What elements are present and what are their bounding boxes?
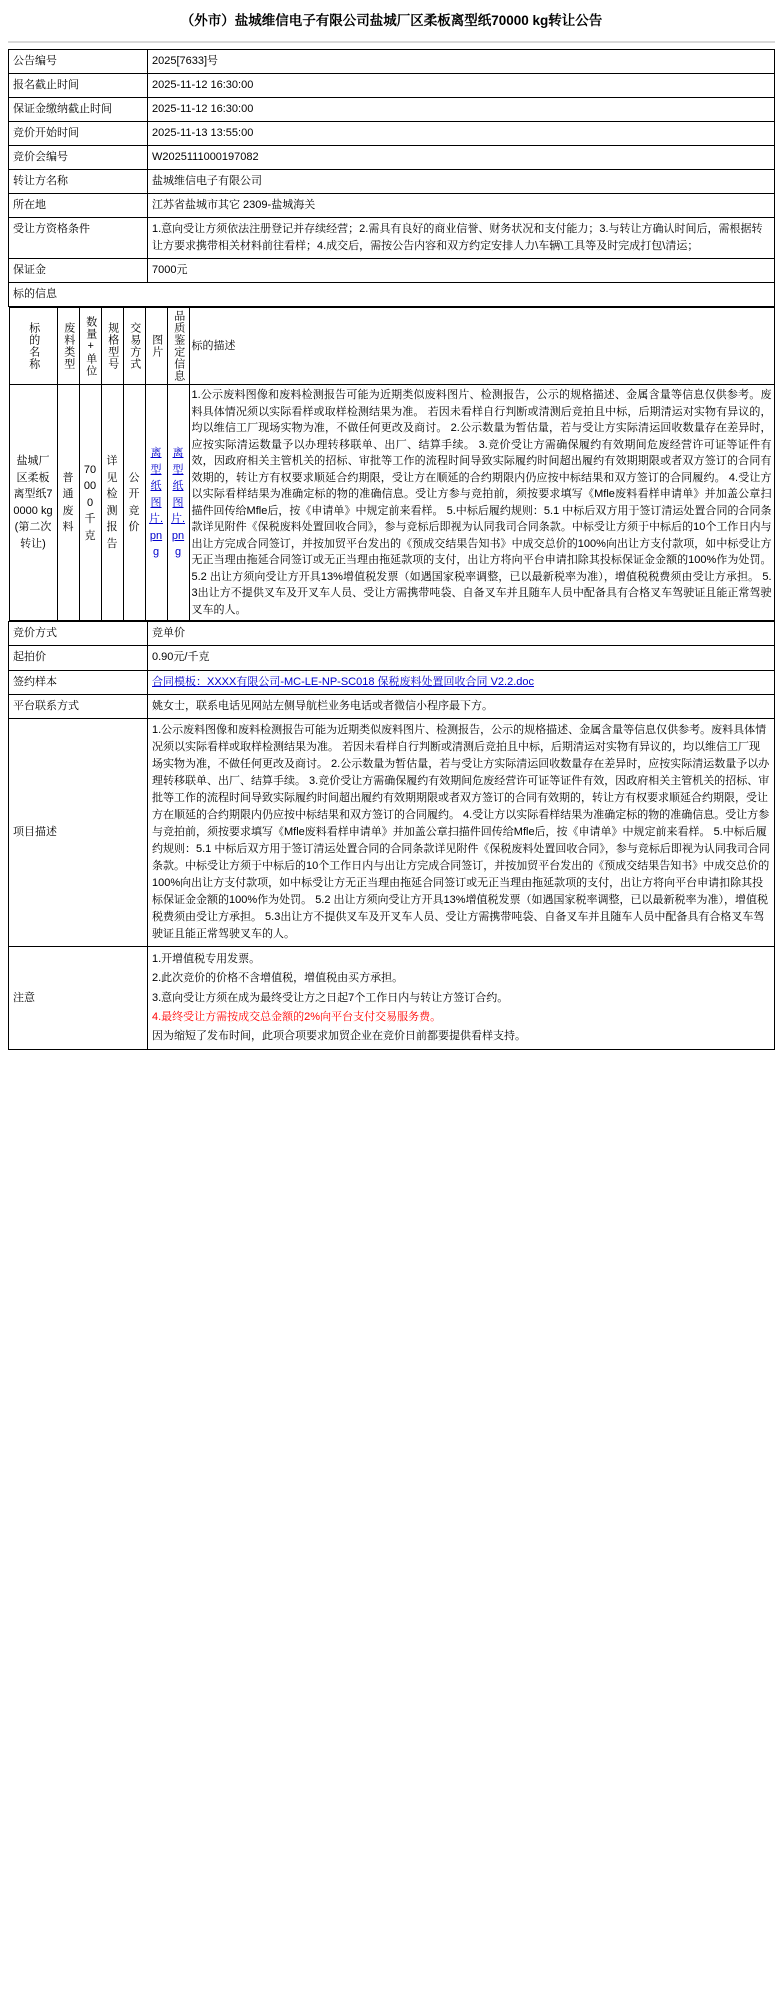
row-label: 竞价会编号 <box>9 146 148 170</box>
table-row-transferee-qualification <box>9 218 775 259</box>
table-row-deposit-deadline <box>9 97 775 121</box>
goods-cell-quantity: 70000千克 <box>79 385 101 621</box>
goods-col-header-quality <box>167 308 189 385</box>
title-divider <box>8 41 775 43</box>
notice-line-2: 2.此次竞价的价格不含增值税，增值税由买方承担。 <box>152 972 404 985</box>
goods-quality-image-link[interactable]: 离型纸图片.png <box>170 447 186 559</box>
goods-image-link[interactable]: 离型纸图片.png <box>148 447 164 559</box>
row-value-transferee-qualification: 1.意向受让方须依法注册登记并存续经营；2.需具有良好的商业信誉、财务状况和支付能力；3.与转让方确认时间后，需根据转让方要求携带相关材料前往看样；4.成交后，需按公告内容和双方约定安排人力\车辆\工具等及时完成打包\清运； <box>148 218 775 259</box>
table-row-transferor-name <box>9 170 775 194</box>
goods-section-title: 标的信息 <box>9 283 775 307</box>
table-row-bidding-start-time <box>9 122 775 146</box>
goods-cell-waste-type: 普通废料 <box>57 385 79 621</box>
row-label: 竞价开始时间 <box>9 122 148 146</box>
row-value-auction-number: W2025111000197082 <box>148 146 775 170</box>
goods-data-row <box>9 385 774 621</box>
row-label-starting-price: 起拍价 <box>9 646 148 670</box>
goods-cell-trade-mode: 公开竞价 <box>123 385 145 621</box>
contract-template-link[interactable]: 合同模板：XXXX有限公司-MC-LE-NP-SC018 保税废料处置回收合同 V2.2.doc <box>152 675 535 688</box>
row-label: 竞价方式 <box>9 622 148 646</box>
notice-line-3: 3.意向受让方须在成为最终受让方之日起7个工作日内与转让方签订合约。 <box>152 991 509 1004</box>
row-label-notice: 注意 <box>9 947 148 1050</box>
row-label: 公告编号 <box>9 49 148 73</box>
row-value-contract-sample <box>148 670 775 694</box>
goods-col-header-image <box>145 308 167 385</box>
goods-col-header-description: 标的描述 <box>189 308 774 385</box>
row-value-deposit-amount: 7000元 <box>148 259 775 283</box>
goods-cell-name: 盐城厂区柔板离型纸70000 kg(第二次转让) <box>9 385 57 621</box>
goods-col-header-waste-type <box>57 308 79 385</box>
table-row-contract-sample <box>9 670 775 694</box>
goods-col-header-trade-mode <box>123 308 145 385</box>
row-value-starting-price: 0.90元/千克 <box>148 646 775 670</box>
goods-cell-spec: 详见检测报告 <box>101 385 123 621</box>
row-value-bidding-start-time: 2025-11-13 13:55:00 <box>148 122 775 146</box>
row-label: 受让方资格条件 <box>9 218 148 259</box>
goods-col-header-quality-label: 品质鉴定信息 <box>172 310 185 383</box>
table-row-goods-table <box>9 307 775 622</box>
row-label: 转让方名称 <box>9 170 148 194</box>
announcement-table <box>8 49 775 1051</box>
goods-col-header-name-label: 标的名称 <box>27 322 40 371</box>
table-row-announcement-number <box>9 49 775 73</box>
goods-header-row <box>9 308 774 385</box>
table-row-goods-section-header <box>9 283 775 307</box>
row-value-notice <box>148 947 775 1050</box>
goods-table <box>9 307 775 621</box>
row-label: 签约样本 <box>9 670 148 694</box>
table-row-starting-price <box>9 646 775 670</box>
goods-col-header-name <box>9 308 57 385</box>
table-row-registration-deadline <box>9 73 775 97</box>
row-value-bid-mode: 竞单价 <box>148 622 775 646</box>
goods-col-header-quantity-label: 数量+单位 <box>84 315 97 377</box>
table-row-bid-mode <box>9 622 775 646</box>
table-row-notice <box>9 947 775 1050</box>
row-value-transferor-name: 盐城维信电子有限公司 <box>148 170 775 194</box>
row-value-announcement-number: 2025[7633]号 <box>148 49 775 73</box>
table-row-project-description <box>9 718 775 947</box>
goods-col-header-spec-label: 规格型号 <box>106 322 119 371</box>
table-row-auction-number <box>9 146 775 170</box>
row-label: 报名截止时间 <box>9 73 148 97</box>
goods-col-header-trade-mode-label: 交易方式 <box>128 322 141 371</box>
row-label: 平台联系方式 <box>9 694 148 718</box>
table-row-location <box>9 194 775 218</box>
notice-line-1: 1.开增值税专用发票。 <box>152 953 261 966</box>
goods-col-header-waste-type-label: 废料类型 <box>62 322 75 371</box>
goods-table-wrapper <box>9 307 775 622</box>
row-label: 所在地 <box>9 194 148 218</box>
row-value-platform-contact: 姚女士，联系电话见网站左侧导航栏业务电话或者微信小程序最下方。 <box>148 694 775 718</box>
row-value-registration-deadline: 2025-11-12 16:30:00 <box>148 73 775 97</box>
row-value-project-description: 1.公示废料图像和废料检测报告可能为近期类似废料图片、检测报告，公示的规格描述、金属含量等信息仅供参考。废料具体情况须以实际看样或取样检测结果为准。 若因未看样自行判断或清测后竞拍且中标，后期清运对实物有异议的，均以维信工厂现场实物为准，不做任何更改及商讨。 2.公示数量为暂估量，若与受让方实际清运回收数量存在差异时，应按实际清运数量予以办理转移联单、出厂、结算手续。 3.竞价受让方需确保履约有效期间危废经营许可证等证件有效，因政府相关主管机关的招标、审批等工作的流程时间导致实际履约时间超出履约有效期期限或者双方签订的合同有效期的，转让方有权要求顺延合约期限，受让方在顺延的合约期限内仍应按中标结果和双方签订的合同履约。 4.受让方以实际看样结果为准确定标的物的准确信息。受让方参与竞拍前，须按要求填写《Mfle废料看样申请单》并加盖公章扫描件回传给Mfle后，按《申请单》中规定前来看样。 5.中标后履约规则：5.1 中标后双方用于签订清运处置合同的合同条款详见附件《保税废料处置回收合同》，参与竞标后即视为认同我司合同条款。中标受让方须于中标后的10个工作日内与出让方完成合同签订，并按加贸平台发出的《预成交结果告知书》中成交总价的100%向出让方支付款项，如中标受让方无正当理由拖延合同签订或无正当理由拖延款项的支付，出让方将向平台申请扣除其投标保证金金额的100%作为处罚。 5.2 出让方须向受让方开具13%增值税发票（如遇国家税率调整，已以最新税率为准），增值税税费须由受让方承担。 5.3出让方不提供叉车及开叉车人员、受让方需携带吨袋、自备叉车并且随车人员中配备具有合格叉车驾驶证且能正常驾驶叉车的人。 <box>148 718 775 947</box>
goods-col-header-quantity <box>79 308 101 385</box>
row-label: 保证金 <box>9 259 148 283</box>
goods-cell-image <box>145 385 167 621</box>
row-label: 保证金缴纳截止时间 <box>9 97 148 121</box>
row-value-location: 江苏省盐城市其它 2309-盐城海关 <box>148 194 775 218</box>
table-row-deposit-amount <box>9 259 775 283</box>
row-value-deposit-deadline: 2025-11-12 16:30:00 <box>148 97 775 121</box>
goods-col-header-image-label: 图片 <box>150 334 163 359</box>
notice-line-5: 因为缩短了发布时间，此项合项要求加贸企业在竞价日前都要提供看样支持。 <box>152 1030 526 1043</box>
row-label-project-description: 项目描述 <box>9 718 148 947</box>
goods-col-header-spec <box>101 308 123 385</box>
notice-line-4: 4.最终受让方需按成交总金额的2%向平台支付交易服务费。 <box>152 1010 442 1023</box>
page-title: （外市）盐城维信电子有限公司盐城厂区柔板离型纸70000 kg转让公告 <box>180 13 603 28</box>
goods-cell-quality <box>167 385 189 621</box>
goods-cell-description: 1.公示废料图像和废料检测报告可能为近期类似废料图片、检测报告，公示的规格描述、金属含量等信息仅供参考。废料具体情况须以实际看样或取样检测结果为准。 若因未看样自行判断或清测后竞拍且中标，后期清运对实物有异议的，均以维信工厂现场实物为准，不做任何更改及商讨。 2.公示数量为暂估量，若与受让方实际清运回收数量存在差异时，应按实际清运数量予以办理转移联单、出厂、结算手续。 3.竞价受让方需确保履约有效期间危废经营许可证等证件有效，因政府相关主管机关的招标、审批等工作的流程时间导致实际履约时间超出履约有效期期限或者双方签订的合同有效期的，转让方有权要求顺延合约期限，受让方在顺延的合约期限内仍应按中标结果和双方签订的合同履约。 4.受让方以实际看样结果为准确定标的物的准确信息。受让方参与竞拍前，须按要求填写《Mfle废料看样申请单》并加盖公章扫描件回传给Mfle后，按《申请单》中规定前来看样。 5.中标后履约规则：5.1 中标后双方用于签订清运处置合同的合同条款详见附件《保税废料处置回收合同》，参与竞标后即视为认同我司合同条款。中标受让方须于中标后的10个工作日内与出让方完成合同签订，并按加贸平台发出的《预成交结果告知书》中成交总价的100%向出让方支付款项，如中标受让方无正当理由拖延合同签订或无正当理由拖延款项的支付，出让方将向平台申请扣除其投标保证金金额的100%作为处罚。 5.2 出让方须向受让方开具13%增值税发票（如遇国家税率调整，已以最新税率为准），增值税税费须由受让方承担。 5.3出让方不提供叉车及开叉车人员、受让方需携带吨袋、自备叉车并且随车人员中配备具有合格叉车驾驶证且能正常驾驶叉车的人。 <box>189 385 774 621</box>
table-row-platform-contact <box>9 694 775 718</box>
